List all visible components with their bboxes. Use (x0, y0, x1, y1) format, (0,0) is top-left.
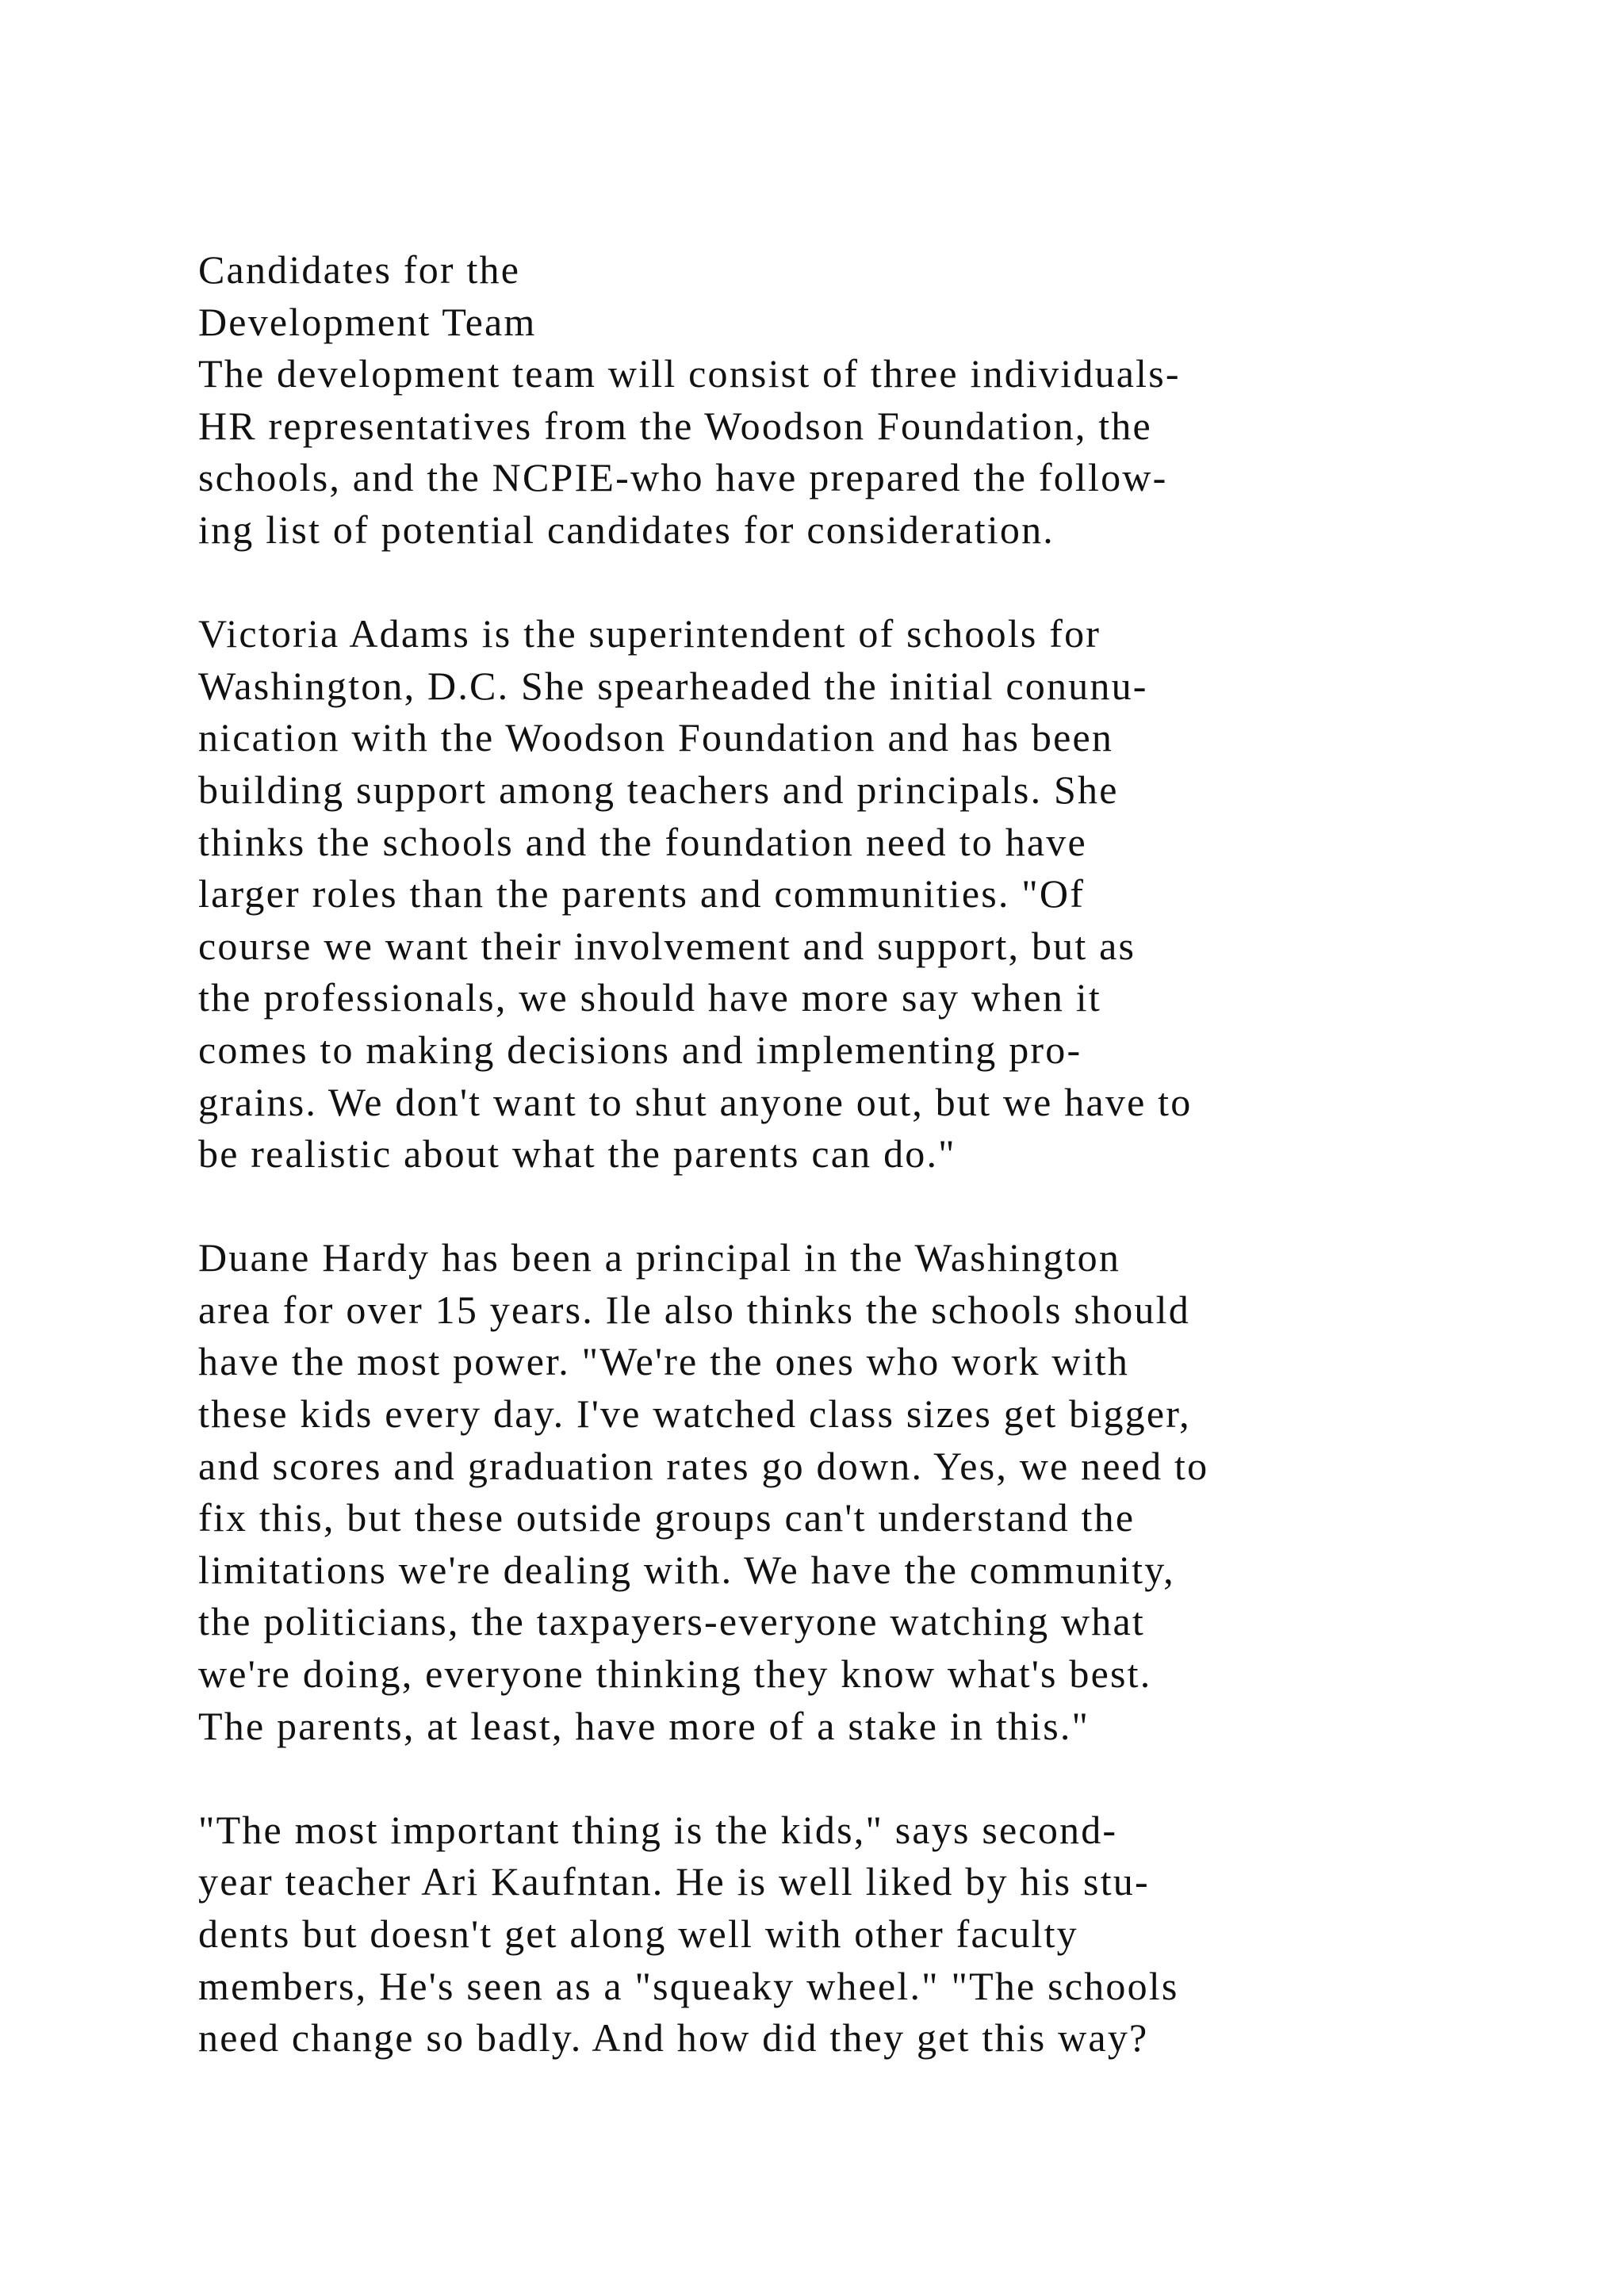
text-line: the politicians, the taxpayers-everyone watching what (198, 1599, 1145, 1644)
text-line: area for over 15 years. Ile also thinks the schools should (198, 1287, 1190, 1332)
text-line: dents but doesn't get along well with other faculty (198, 1911, 1078, 1956)
text-line: year teacher Ari Kaufntan. He is well liked by his stu- (198, 1859, 1150, 1904)
text-line: Victoria Adams is the superintendent of schools for (198, 611, 1101, 656)
text-line: and scores and graduation rates go down. Yes, we need to (198, 1443, 1209, 1488)
text-line: schools, and the NCPIE-who have prepared the follow- (198, 455, 1168, 500)
document-body (198, 244, 1594, 2064)
text-line: grains. We don't want to shut anyone out, but we have to (198, 1079, 1193, 1124)
text-line: The parents, at least, have more of a stake in this." (198, 1703, 1090, 1748)
paragraph-gap (198, 557, 1594, 609)
paragraph-victoria-adams (198, 608, 1594, 1181)
text-line: larger roles than the parents and communities. "Of (198, 871, 1086, 916)
paragraph-gap (198, 1752, 1594, 1804)
paragraph-duane-hardy (198, 1232, 1594, 1752)
text-line: HR representatives from the Woodson Foundation, the (198, 403, 1152, 448)
text-line: be realistic about what the parents can do." (198, 1131, 956, 1177)
text-line: have the most power. "We're the ones who work with (198, 1339, 1130, 1384)
paragraph-gap (198, 1181, 1594, 1233)
text-line: limitations we're dealing with. We have the community, (198, 1547, 1175, 1592)
document-title-line: Candidates for the (198, 247, 521, 292)
text-line: Duane Hardy has been a principal in the Washington (198, 1235, 1121, 1280)
text-line: The development team will consist of three individuals- (198, 351, 1181, 396)
text-line: thinks the schools and the foundation need to have (198, 819, 1087, 864)
text-line: building support among teachers and principals. She (198, 767, 1119, 812)
text-line: these kids every day. I've watched class sizes get bigger, (198, 1391, 1191, 1437)
text-line: comes to making decisions and implementing pro- (198, 1027, 1082, 1072)
text-line: course we want their involvement and support, but as (198, 923, 1136, 968)
text-line: need change so badly. And how did they get this way? (198, 2015, 1149, 2061)
text-line: fix this, but these outside groups can't understand the (198, 1495, 1136, 1540)
text-line: the professionals, we should have more say when it (198, 975, 1101, 1020)
document-title-line: Development Team (198, 299, 537, 344)
paragraph-intro (198, 348, 1594, 556)
text-line: nication with the Woodson Foundation and has been (198, 715, 1114, 760)
text-line: "The most important thing is the kids," says second- (198, 1807, 1118, 1852)
text-line: ing list of potential candidates for consideration. (198, 507, 1055, 552)
paragraph-ari-kaufntan (198, 1804, 1594, 2064)
text-line: members, He's seen as a "squeaky wheel." "The schools (198, 1963, 1179, 2008)
text-line: we're doing, everyone thinking they know what's best. (198, 1651, 1152, 1697)
text-line: Washington, D.C. She spearheaded the initial conunu- (198, 663, 1148, 708)
